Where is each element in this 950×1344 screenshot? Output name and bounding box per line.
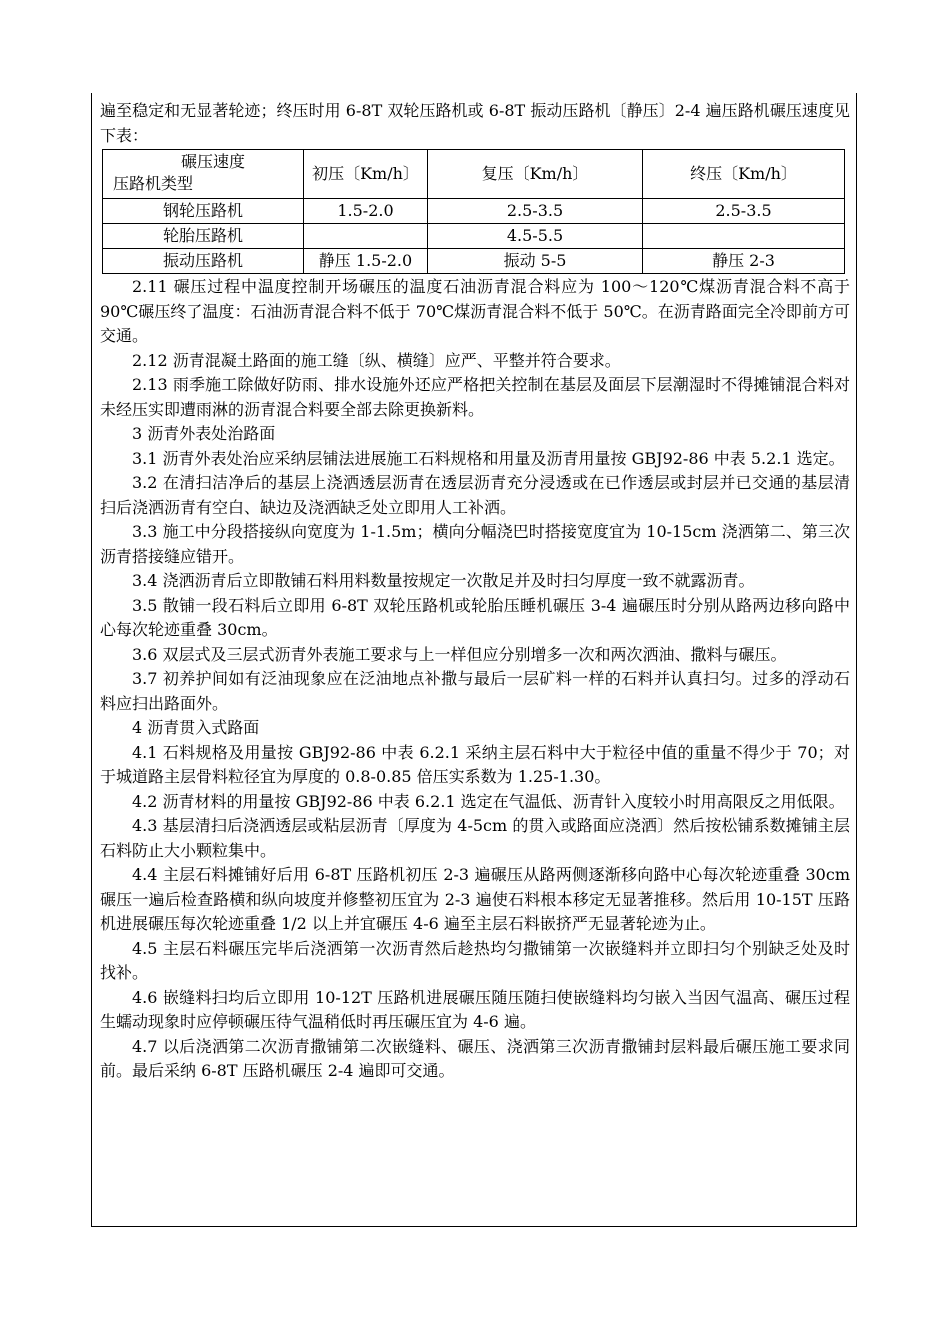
header-initial: 初压〔Km/h〕 (304, 150, 428, 199)
row-final: 2.5-3.5 (643, 199, 845, 224)
row-intermediate: 振动 5-5 (428, 249, 643, 274)
corner-bottom-label: 压路机类型 (113, 174, 194, 193)
row-type: 钢轮压路机 (103, 199, 304, 224)
paragraph: 4.5 主层石料碾压完毕后浇洒第一次沥青然后趁热均匀撒铺第一次嵌缝料并立即扫匀个别缺乏处及时找补。 (100, 938, 850, 982)
row-initial: 静压 1.5-2.0 (304, 249, 428, 274)
section-heading: 4 沥青贯入式路面 (132, 718, 260, 737)
paragraph: 4.3 基层清扫后浇洒透层或粘层沥青〔厚度为 4-5cm 的贯入或路面应浇洒〕然后按松铺系数摊铺主层石料防止大小颗粒集中。 (100, 816, 850, 860)
roller-speed-table (102, 149, 845, 274)
paragraph: 3.5 散铺一段石料后立即用 6-8T 双轮压路机或轮胎压睡机碾压 3-4 遍碾压时分别从路两边移向路中心每次轮迹重叠 30cm。 (100, 595, 850, 639)
document-frame (91, 93, 857, 1227)
paragraph: 3.7 初养护间如有泛油现象应在泛油地点补撒与最后一层矿料一样的石料并认真扫匀。过多的浮动石料应扫出路面外。 (100, 669, 850, 713)
document-content (100, 99, 850, 1084)
row-final (643, 224, 845, 249)
row-type: 轮胎压路机 (103, 224, 304, 249)
paragraph: 4.1 石料规格及用量按 GBJ92-86 中表 6.2.1 采纳主层石料中大于粒径中值的重量不得少于 70；对于城道路主层骨料粒径宜为厚度的 0.8-0.85 倍压实系数为 1.25-1.30。 (100, 742, 850, 786)
paragraph: 3.2 在清扫洁净后的基层上浇洒透层沥青在透层沥青充分浸透或在已作透层或封层并已交通的基层清扫后浇洒沥青有空白、缺边及浇洒缺乏处立即用人工补洒。 (100, 473, 850, 517)
table-corner-cell (103, 150, 304, 199)
row-intermediate: 2.5-3.5 (428, 199, 643, 224)
row-final: 静压 2-3 (643, 249, 845, 274)
paragraph: 3.4 浇洒沥青后立即散铺石料用料数量按规定一次散足并及时扫匀厚度一致不就露沥青。 (132, 571, 755, 590)
table-row (103, 199, 845, 224)
paragraph: 4.2 沥青材料的用量按 GBJ92-86 中表 6.2.1 选定在气温低、沥青针入度较小时用高限反之用低限。 (132, 791, 845, 811)
row-intermediate: 4.5-5.5 (428, 224, 643, 249)
paragraph: 2.11 碾压过程中温度控制开场碾压的温度石油沥青混合料应为 100～120℃煤沥青混合料不高于 90℃碾压终了温度：石油沥青混合料不低于 70℃煤沥青混合料不低于 50℃。在沥青路面完全冷即前方可交通。 (100, 277, 850, 345)
paragraph: 3.6 双层式及三层式沥青外表施工要求与上一样但应分别增多一次和两次洒油、撒料与碾压。 (132, 644, 787, 664)
paragraph: 2.12 沥青混凝土路面的施工缝〔纵、横缝〕应严、平整并符合要求。 (132, 350, 621, 370)
paragraph: 3.1 沥青外表处治应采纳层铺法进展施工石料规格和用量及沥青用量按 GBJ92-86 中表 5.2.1 选定。 (132, 448, 845, 468)
table-header-row (103, 150, 845, 199)
row-type: 振动压路机 (103, 249, 304, 274)
table-row (103, 224, 845, 249)
paragraph: 4.4 主层石料摊铺好后用 6-8T 压路机初压 2-3 遍碾压从路两侧逐渐移向路中心每次轮迹重叠 30cm 碾压一遍后检查路横和纵向坡度并修整初压宜为 2-3 遍使石料根本移定无显著推移。然后用 10-15T 压路机进展碾压每次轮迹重叠 1/2 以上并宜碾压 4-6 遍至主层石料嵌挤严无显著轮迹为止。 (100, 865, 850, 933)
table-row (103, 249, 845, 274)
paragraph: 2.13 雨季施工除做好防雨、排水设施外还应严格把关控制在基层及面层下层潮湿时不得摊铺混合料对未经压实即遭雨淋的沥青混合料要全部去除更换新料。 (100, 375, 850, 419)
header-final: 终压〔Km/h〕 (643, 150, 845, 199)
paragraph: 4.7 以后浇洒第二次沥青撒铺第二次嵌缝料、碾压、浇洒第三次沥青撒铺封层料最后碾压施工要求同前。最后采纳 6-8T 压路机碾压 2-4 遍即可交通。 (100, 1036, 850, 1080)
row-initial: 1.5-2.0 (304, 199, 428, 224)
corner-top-label: 碾压速度 (181, 152, 246, 171)
row-initial (304, 224, 428, 249)
paragraph: 4.6 嵌缝料扫均后立即用 10-12T 压路机进展碾压随压随扫使嵌缝料均匀嵌入当因气温高、碾压过程生蠕动现象时应停顿碾压待气温稍低时再压碾压宜为 4-6 遍。 (100, 987, 850, 1031)
section-heading: 3 沥青外表处治路面 (132, 424, 276, 443)
paragraph: 3.3 施工中分段搭接纵向宽度为 1-1.5m；横向分幅浇巴时搭接宽度宜为 10-15cm 浇洒第二、第三次沥青搭接缝应错开。 (100, 522, 850, 566)
intro-paragraph: 遍至稳定和无显著轮迹；终压时用 6-8T 双轮压路机或 6-8T 振动压路机〔静压〕2-4 遍压路机碾压速度见下表： (100, 101, 850, 145)
header-intermediate: 复压〔Km/h〕 (428, 150, 643, 199)
